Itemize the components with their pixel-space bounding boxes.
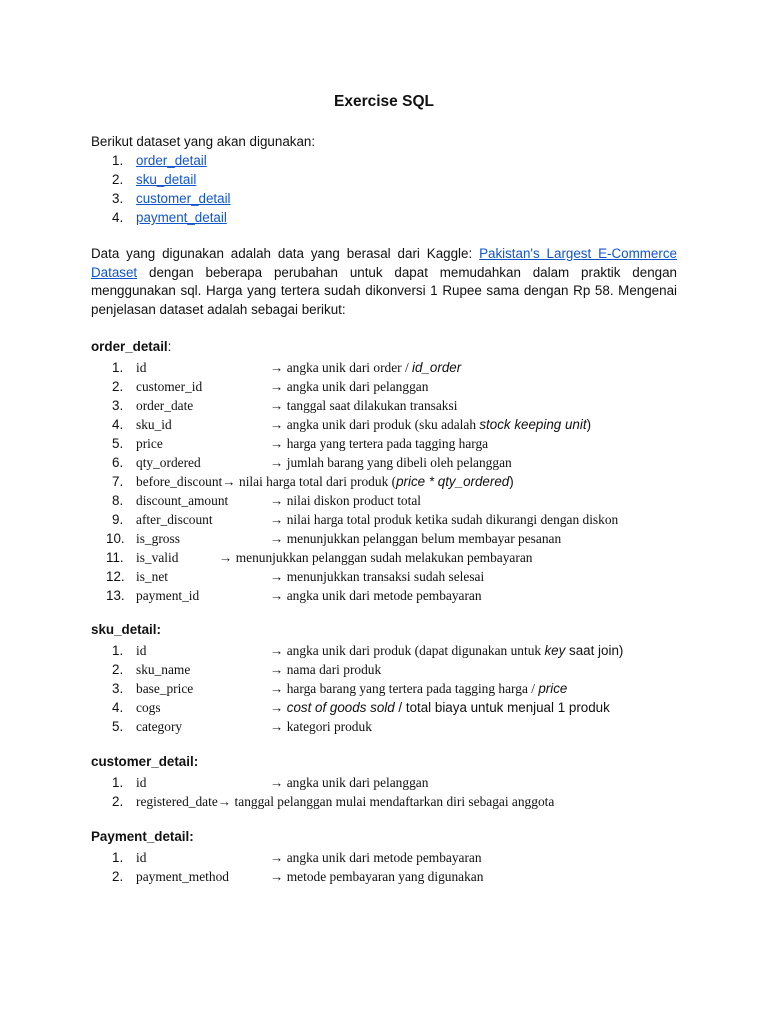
field-row xyxy=(112,472,514,491)
field-name: id xyxy=(136,850,147,865)
field-name: sku_id xyxy=(136,417,172,432)
field-name: id xyxy=(136,360,147,375)
field-description: → angka unik dari pelanggan xyxy=(270,379,429,394)
field-description: → harga barang yang tertera pada tagging harga / price xyxy=(270,681,568,696)
field-description: → angka unik dari order / id_order xyxy=(270,360,462,375)
field-name: is_valid xyxy=(136,550,179,565)
field-name: before_discount xyxy=(136,474,223,489)
field-number: 6. xyxy=(112,455,124,470)
field-description: → tanggal saat dilakukan transaksi xyxy=(270,398,458,413)
field-number: 11. xyxy=(106,550,124,565)
field-number: 2. xyxy=(112,794,124,809)
field-name: payment_id xyxy=(136,588,200,603)
order-detail-link[interactable]: order_detail xyxy=(136,153,207,168)
field-description: → nilai harga total produk ketika sudah dikurangi dengan diskon xyxy=(270,512,619,527)
sku-detail-link[interactable]: sku_detail xyxy=(136,172,197,187)
order-detail-heading: order_detail: xyxy=(91,339,172,354)
field-number: 8. xyxy=(112,493,124,508)
field-row xyxy=(112,453,514,472)
field-row xyxy=(112,377,514,396)
field-number: 3. xyxy=(112,681,124,696)
field-number: 2. xyxy=(112,662,124,677)
field-row xyxy=(106,586,514,605)
list-item: 1. order_detail xyxy=(112,153,207,168)
field-number: 5. xyxy=(112,719,124,734)
field-row xyxy=(106,567,514,586)
field-name: sku_name xyxy=(136,662,191,677)
field-name: is_net xyxy=(136,569,168,584)
field-name: customer_id xyxy=(136,379,203,394)
list-item: 2. sku_detail xyxy=(112,172,197,187)
field-description: → tanggal pelanggan mulai mendaftarkan diri sebagai anggota xyxy=(217,794,555,809)
field-number: 1. xyxy=(112,775,124,790)
field-name: after_discount xyxy=(136,512,213,527)
field-description: → kategori produk xyxy=(270,719,372,734)
field-row xyxy=(112,510,619,529)
customer-detail-fields xyxy=(112,773,554,811)
field-number: 12. xyxy=(106,569,125,584)
field-row xyxy=(106,548,533,567)
field-number: 4. xyxy=(112,700,124,715)
field-description: → menunjukkan pelanggan sudah melakukan pembayaran xyxy=(219,550,533,565)
field-number: 4. xyxy=(112,417,124,432)
field-number: 5. xyxy=(112,436,124,451)
field-number: 1. xyxy=(112,850,124,865)
field-row xyxy=(112,491,514,510)
field-description: → angka unik dari pelanggan xyxy=(270,775,429,790)
sku-detail-heading: sku_detail: xyxy=(91,622,161,637)
field-name: category xyxy=(136,719,183,734)
payment-detail-link[interactable]: payment_detail xyxy=(136,210,227,225)
field-row xyxy=(112,358,514,377)
customer-detail-heading: customer_detail: xyxy=(91,754,199,769)
intro-text: Berikut dataset yang akan digunakan: xyxy=(91,134,316,149)
page-title: Exercise SQL xyxy=(334,93,434,110)
field-name: cogs xyxy=(136,700,161,715)
field-number: 3. xyxy=(112,398,124,413)
field-description: → cost of goods sold / total biaya untuk menjual 1 produk xyxy=(270,700,610,715)
field-number: 13. xyxy=(106,588,125,603)
field-number: 10. xyxy=(106,531,125,546)
field-description: → nilai diskon product total xyxy=(270,493,421,508)
field-name: price xyxy=(136,436,163,451)
field-description: → nilai harga total dari produk (price * qty_ordered) xyxy=(222,474,514,489)
field-description: → menunjukkan transaksi sudah selesai xyxy=(270,569,485,584)
field-description: → angka unik dari produk (sku adalah stock keeping unit) xyxy=(270,417,592,432)
field-name: is_gross xyxy=(136,531,180,546)
field-description: → metode pembayaran yang digunakan xyxy=(270,869,484,884)
field-description: → menunjukkan pelanggan belum membayar pesanan xyxy=(270,531,562,546)
customer-detail-link[interactable]: customer_detail xyxy=(136,191,231,206)
field-row xyxy=(112,415,592,434)
field-number: 1. xyxy=(112,360,124,375)
field-description: → angka unik dari produk (dapat digunakan untuk key saat join) xyxy=(270,643,624,658)
field-description: → angka unik dari metode pembayaran xyxy=(270,588,482,603)
field-name: id xyxy=(136,643,147,658)
field-name: discount_amount xyxy=(136,493,229,508)
field-number: 2. xyxy=(112,869,124,884)
field-row xyxy=(112,792,554,811)
field-name: base_price xyxy=(136,681,194,696)
field-row xyxy=(112,773,554,792)
list-item: 4. payment_detail xyxy=(112,210,227,225)
field-name: payment_method xyxy=(136,869,229,884)
kaggle-dataset-link[interactable]: Pakistan's Largest E-Commerce Dataset xyxy=(91,246,677,280)
list-item: 3. customer_detail xyxy=(112,191,231,206)
field-row xyxy=(106,529,562,548)
field-number: 9. xyxy=(112,512,124,527)
description-paragraph: Data yang digunakan adalah data yang berasal dari Kaggle: Pakistan's Largest E-Commerce Dataset dengan beberapa perubahan untuk dapat memudahkan dalam praktik dengan menggunakan sql. Harga yang tertera sudah dikonversi 1 Rupee sama dengan Rp 58. Mengenai penjelasan dataset adalah sebagai berikut: xyxy=(91,246,677,318)
field-number: 7. xyxy=(112,474,124,489)
field-row xyxy=(112,396,514,415)
field-description: → jumlah barang yang dibeli oleh pelanggan xyxy=(270,455,512,470)
payment-detail-heading: Payment_detail: xyxy=(91,829,194,844)
field-description: → harga yang tertera pada tagging harga xyxy=(270,436,489,451)
dataset-list xyxy=(112,151,231,227)
field-number: 1. xyxy=(112,643,124,658)
field-description: → nama dari produk xyxy=(270,662,382,677)
field-name: id xyxy=(136,775,147,790)
field-description: → angka unik dari metode pembayaran xyxy=(270,850,482,865)
field-row xyxy=(112,434,514,453)
field-name: registered_date xyxy=(136,794,218,809)
field-number: 2. xyxy=(112,379,124,394)
field-name: qty_ordered xyxy=(136,455,201,470)
field-name: order_date xyxy=(136,398,194,413)
order-detail-fields xyxy=(106,358,619,605)
